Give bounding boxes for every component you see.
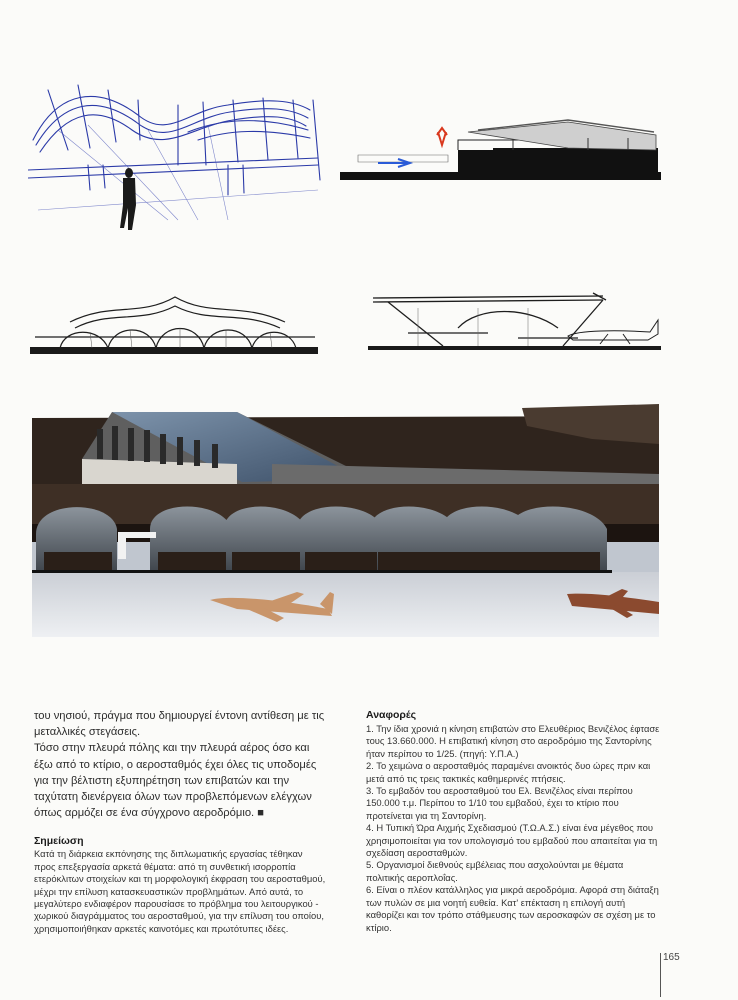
sketch-perspective [28, 70, 328, 240]
reference-item: 1. Την ίδια χρονιά η κίνηση επιβατών στο Ελευθέριος Βενιζέλος έφτασε τους 13.660.000. Η επιβατική κίνηση στο αεροδρόμιο της Σαντορίνης ήταν περίπου το 1/25. (πηγή: Υ.Π.Α.) [366, 723, 660, 759]
references-column [366, 709, 662, 934]
reference-item: 2. Το χειμώνα ο αεροσταθμός παραμένει ανοικτός δυο ώρες πριν και μετά από τις τρεις τακτικές καθημερινές πτήσεις. [366, 760, 651, 784]
note-heading: Σημείωση [34, 835, 84, 848]
main-paragraph-1: του νησιού, πράγμα που δημιουργεί έντονη αντίθεση με τις μεταλλικές στεγάσεις. [34, 710, 325, 739]
references-heading: Αναφορές [366, 709, 417, 721]
page-number-rule [660, 953, 661, 997]
reference-item: 3. Το εμβαδόν του αεροσταθμού του Ελ. Βενιζέλος είναι περίπου 150.000 τ.μ. Περίπου το 1/10 του εμβαδού, έχει το κτίριο που προτείνεται για τη Σαντορίνη. [366, 785, 633, 821]
note-text: Κατά τη διάρκεια εκπόνησης της διπλωματικής εργασίας τέθηκαν προς επεξεργασία αρκετά θέματα: από τη συνθετική ισορροπία ετερόκλιτων στοιχείων και τη μορφολογική έκφραση του αεροσταθμού, μέχρι την επίλυση κατασκευαστικών προβλημάτων. Από αυτά, το μεγαλύτερο ενδιαφέρον παρουσίασε το πρόβλημα του λειτουργικού - χωρικού διαγράμματος του αεροσταθμού, για την επίλυση του οποίου, χρησιμοποιήθηκαν αρκετές καινοτόμες και πρωτότυπες ιδέες. [34, 848, 326, 934]
main-paragraph-2: Τόσο στην πλευρά πόλης και την πλευρά αέρος όσο και έξω από το κτίριο, ο αεροσταθμός έχει όλες τις υποδομές για την βέλτιστη εξυπηρέτηση των επιβατών και την ταχύτατη διενέργεια όλων των προβλεπόμενων ελέγχων όπως αρμόζει σε ένα σύγχρονο αεροδρόμιο. ■ [34, 742, 317, 820]
reference-item: 4. Η Τυπική Ώρα Αιχμής Σχεδιασμού (Τ.Ω.Α.Σ.) είναι ένα μέγεθος που χρησιμοποιείται για τον υπολογισμό του εμβαδού που απαιτείται για τη σχεδίαση αεροσταθμών. [366, 822, 658, 859]
reference-item: 5. Οργανισμοί διεθνούς εμβέλειας που ασχολούνται με θέματα πολιτικής αεροπλοΐας. [366, 859, 624, 883]
section-drawing [338, 110, 663, 185]
references-list [366, 723, 662, 934]
page-number: 165 [663, 952, 680, 963]
sketch-section-with-plane [368, 288, 663, 358]
sketch-elevation [30, 292, 320, 362]
main-text-column [34, 708, 326, 935]
terminal-model-photo [32, 404, 659, 637]
main-text [34, 708, 326, 821]
reference-item: 6. Είναι ο πλέον κατάλληλος για μικρά αεροδρόμια. Αφορά στη διάταξη των πυλών σε μια νοητή ευθεία. Κατ' επέκταση η επιλογή αυτή καθορίζει και τον τρόπο στάθμευσης των αεροσκαφών σε σχέση με το κτίριο. [366, 884, 659, 933]
